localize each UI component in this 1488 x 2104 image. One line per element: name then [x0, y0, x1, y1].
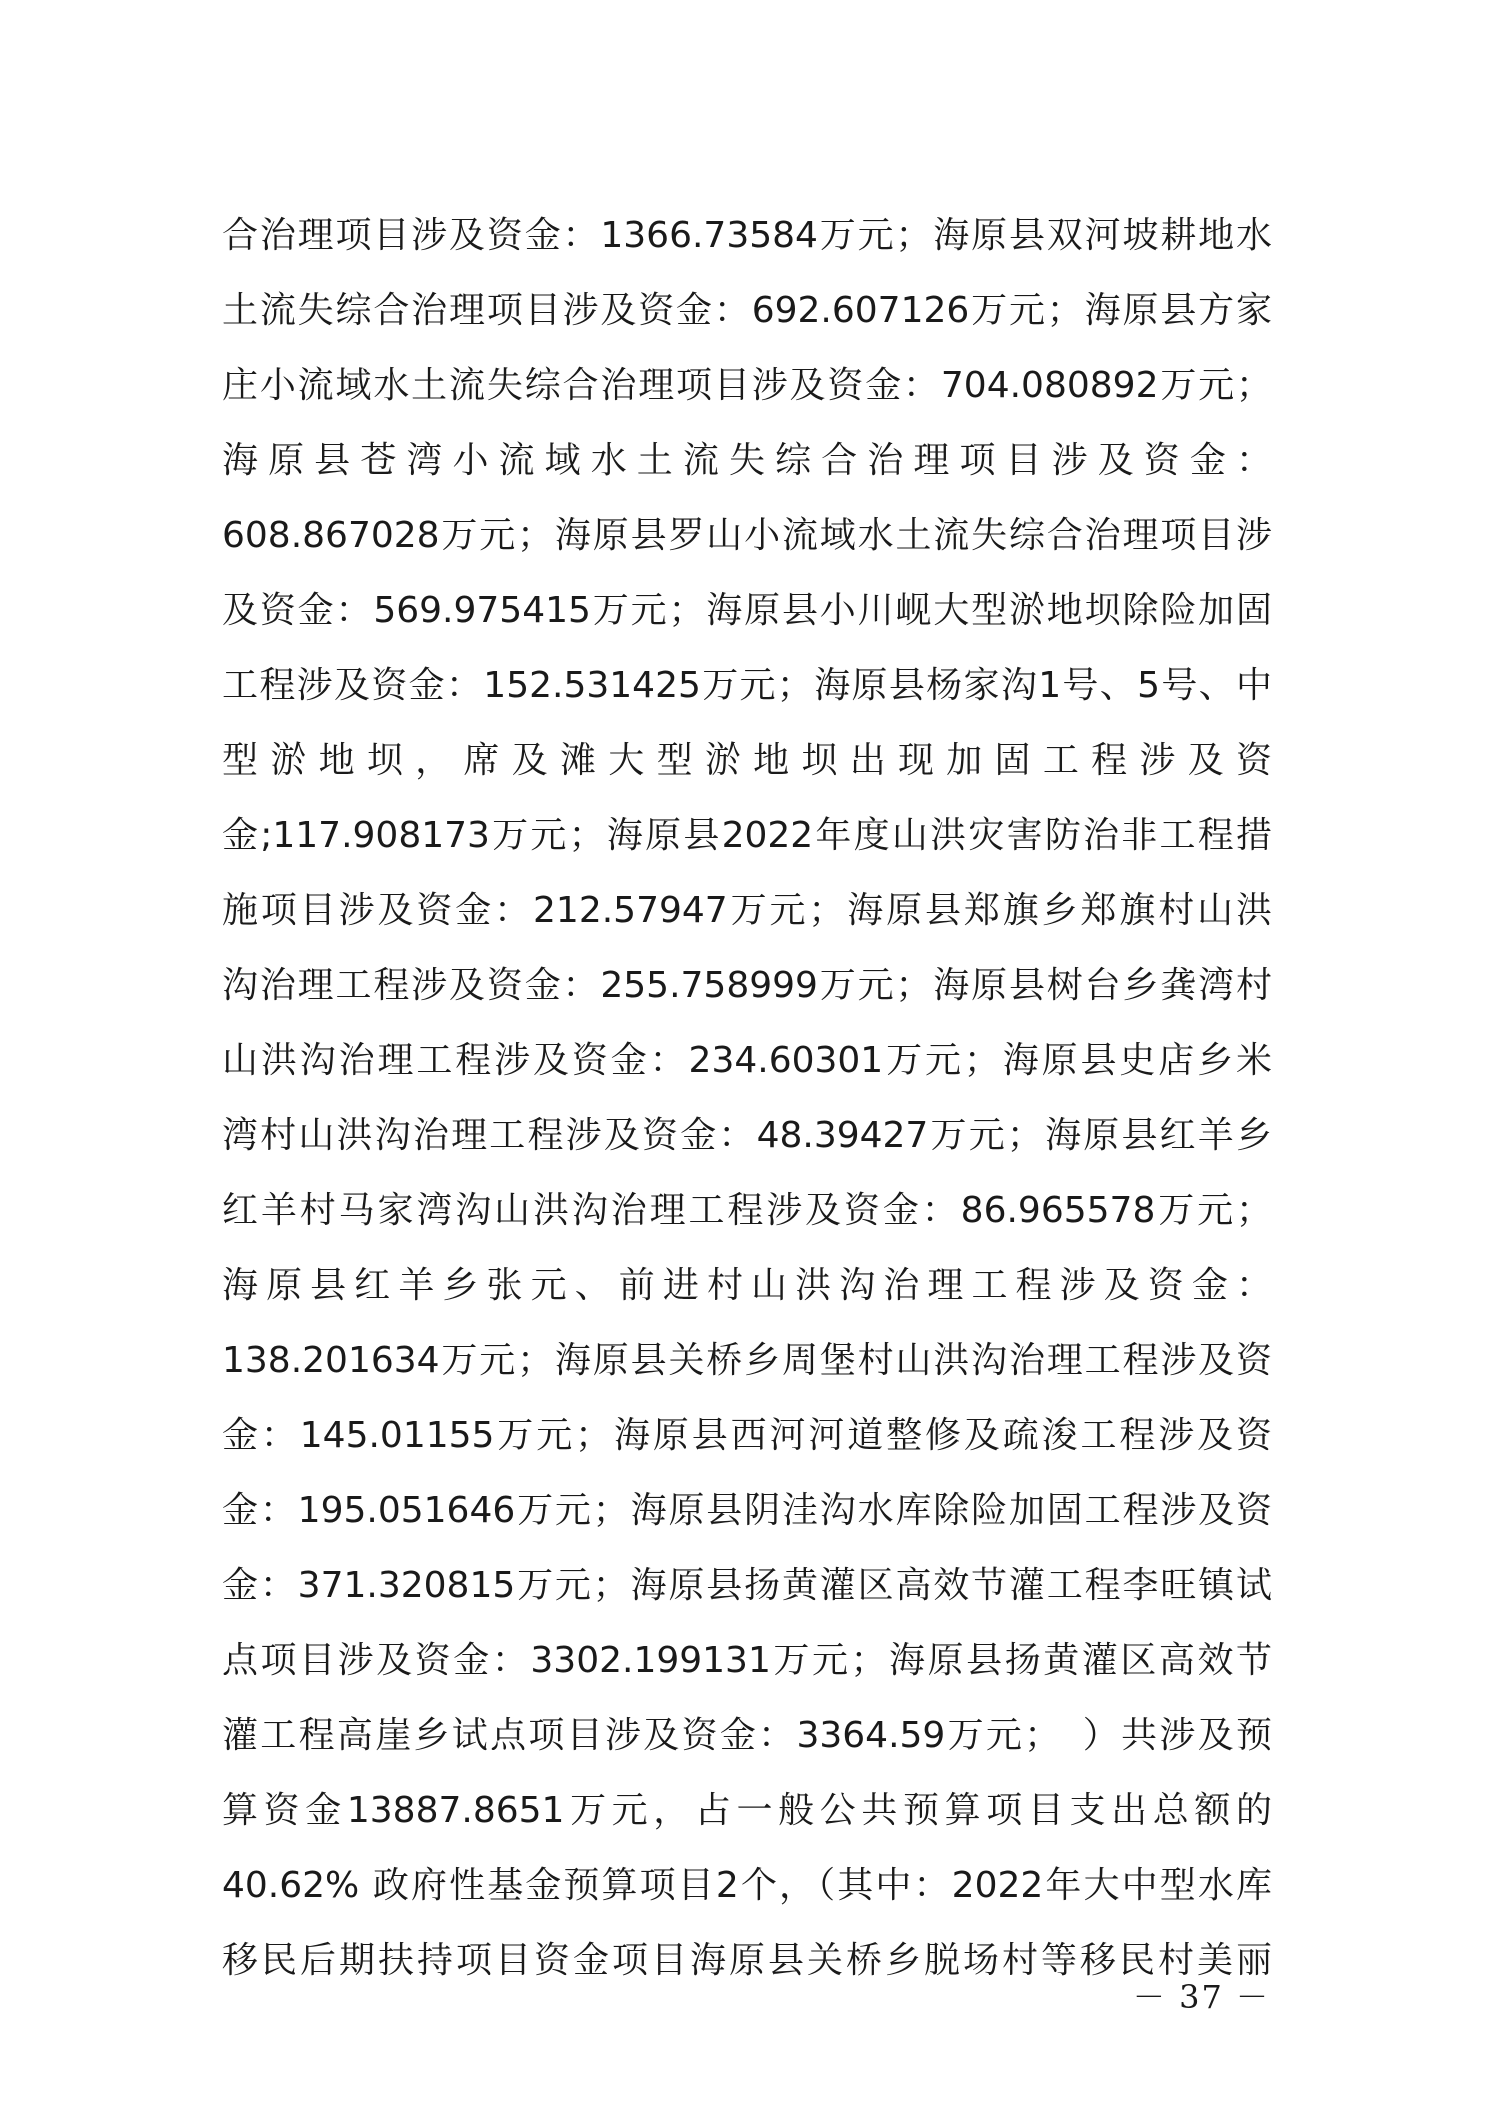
text-line: 移民后期扶持项目资金项目海原县关桥乡脱场村等移民村美丽 — [222, 1940, 1272, 1981]
text-line: 40.62% 政府性基金预算项目2个，（其中：2022年大中型水库 — [222, 1865, 1272, 1906]
text-line: 金;117.908173万元；海原县2022年度山洪灾害防治非工程措 — [222, 815, 1272, 856]
text-line: 138.201634万元；海原县关桥乡周堡村山洪沟治理工程涉及资 — [222, 1340, 1272, 1381]
text-line: 金：145.01155万元；海原县西河河道整修及疏浚工程涉及资 — [222, 1415, 1272, 1456]
text-line: 红羊村马家湾沟山洪沟治理工程涉及资金：86.965578万元； — [222, 1190, 1272, 1231]
text-line: 工程涉及资金：152.531425万元；海原县杨家沟1号、5号、中 — [222, 665, 1272, 706]
page-number: － 37 － — [1132, 1978, 1270, 2016]
text-line: 合治理项目涉及资金：1366.73584万元；海原县双河坡耕地水 — [222, 215, 1272, 256]
text-line: 算资金13887.8651万元，占一般公共预算项目支出总额的 — [222, 1790, 1272, 1831]
text-line: 型淤地坝，席及滩大型淤地坝出现加固工程涉及资 — [222, 740, 1272, 781]
text-line: 土流失综合治理项目涉及资金：692.607126万元；海原县方家 — [222, 290, 1272, 331]
text-line: 山洪沟治理工程涉及资金：234.60301万元；海原县史店乡米 — [222, 1040, 1272, 1081]
text-line: 海原县苍湾小流域水土流失综合治理项目涉及资金： — [222, 440, 1272, 481]
text-line: 点项目涉及资金：3302.199131万元；海原县扬黄灌区高效节 — [222, 1640, 1272, 1681]
text-line: 庄小流域水土流失综合治理项目涉及资金：704.080892万元； — [222, 365, 1272, 406]
text-line: 及资金：569.975415万元；海原县小川岘大型淤地坝除险加固 — [222, 590, 1272, 631]
text-line: 海原县红羊乡张元、前进村山洪沟治理工程涉及资金： — [222, 1265, 1272, 1306]
text-line: 金：371.320815万元；海原县扬黄灌区高效节灌工程李旺镇试 — [222, 1565, 1272, 1606]
text-line: 608.867028万元；海原县罗山小流域水土流失综合治理项目涉 — [222, 515, 1272, 556]
text-line: 施项目涉及资金：212.57947万元；海原县郑旗乡郑旗村山洪 — [222, 890, 1272, 931]
text-line: 灌工程高崖乡试点项目涉及资金：3364.59万元； ）共涉及预 — [222, 1715, 1272, 1756]
text-line: 金：195.051646万元；海原县阴洼沟水库除险加固工程涉及资 — [222, 1490, 1272, 1531]
text-line: 湾村山洪沟治理工程涉及资金：48.39427万元；海原县红羊乡 — [222, 1115, 1272, 1156]
text-line: 沟治理工程涉及资金：255.758999万元；海原县树台乡龚湾村 — [222, 965, 1272, 1006]
body-text — [222, 198, 1272, 1998]
